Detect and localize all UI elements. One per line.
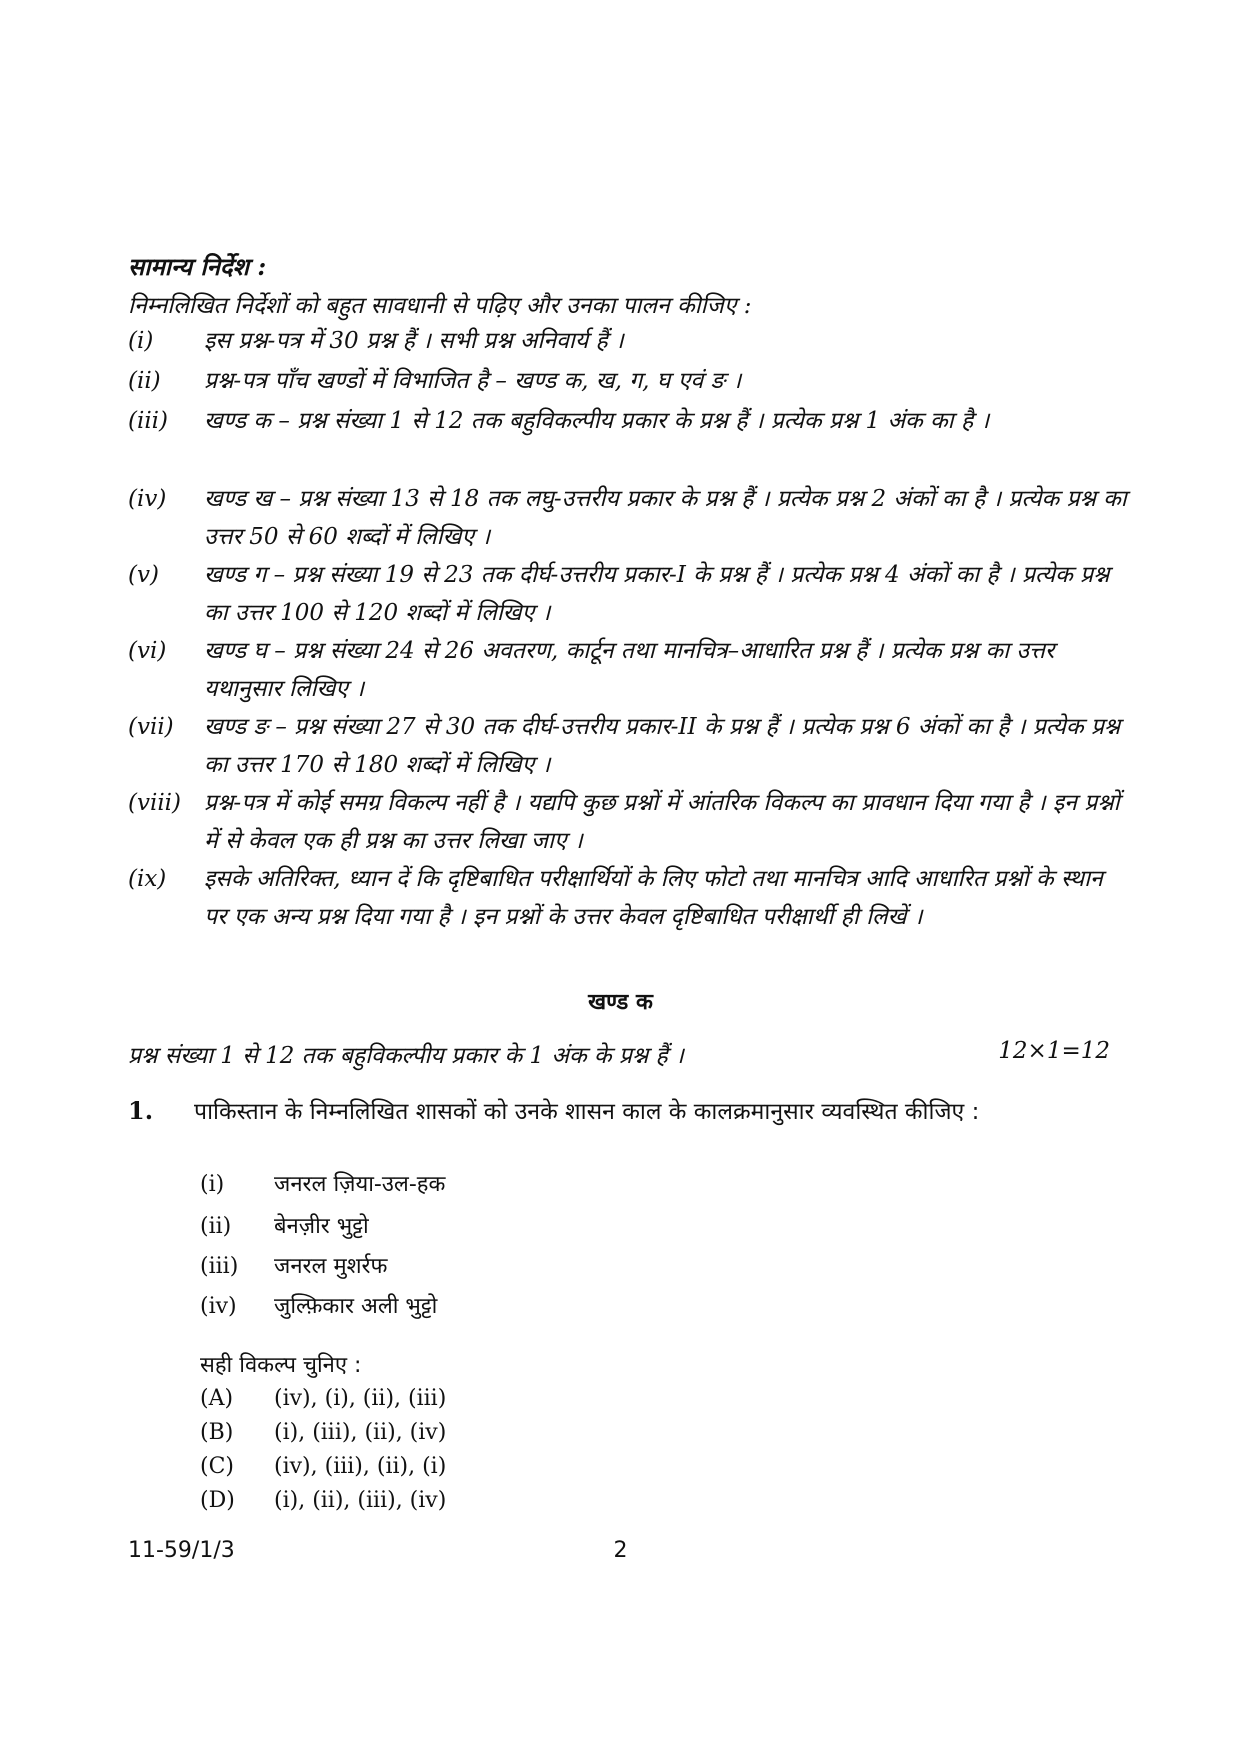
instruction-number: (ix) [128,866,167,892]
instruction-text: प्रश्न-पत्र पाँच खण्डों में विभाजित है – खण्ड क, ख, ग, घ एवं ङ । [204,368,742,394]
instruction-number: (vi) [128,638,167,664]
paper-code: 11-59/1/3 [128,1538,235,1563]
instruction-number: (viii) [128,790,182,816]
instruction-item [128,480,1128,556]
instruction-item [128,322,1128,360]
instruction-number: (iii) [128,408,169,434]
answer-option [200,1420,446,1445]
answer-option [200,1488,446,1513]
item-label: (ii) [200,1214,232,1239]
instruction-text: इसके अतिरिक्त, ध्यान दें कि दृष्टिबाधित परीक्षार्थियों के लिए फोटो तथा मानचित्र आदि आधारित प्रश्नों के स्थान पर एक अन्य प्रश्न दिया गया है । इन प्रश्नों के उत्तर केवल दृष्टिबाधित परीक्षार्थी ही लिखें । [204,866,1103,930]
question-text: पाकिस्तान के निम्नलिखित शासकों को उनके शासन काल के कालक्रमानुसार व्यवस्थित कीजिए : [194,1099,980,1125]
question-item [200,1168,445,1198]
option-label: (A) [200,1386,234,1411]
instruction-item [128,860,1128,936]
general-instructions-heading: सामान्य निर्देश : [128,252,267,281]
instruction-number: (vii) [128,714,174,740]
instruction-text: इस प्रश्न-पत्र में 30 प्रश्न हैं । सभी प्रश्न अनिवार्य हैं । [204,328,624,354]
item-label: (iii) [200,1254,239,1279]
answer-option [200,1386,446,1411]
instruction-text: खण्ड ग – प्रश्न संख्या 19 से 23 तक दीर्घ-उत्तरीय प्रकार-I के प्रश्न हैं । प्रत्येक प्रश्न 4 अंकों का है । प्रत्येक प्रश्न का उत्तर 100 से 120 शब्दों में लिखिए । [204,562,1110,626]
instruction-number: (v) [128,562,159,588]
section-marks-line [128,1038,1110,1070]
section-title: खण्ड क [588,989,653,1015]
question-item [200,1290,437,1320]
instruction-text: खण्ड ङ – प्रश्न संख्या 27 से 30 तक दीर्घ-उत्तरीय प्रकार-II के प्रश्न हैं । प्रत्येक प्रश्न 6 अंकों का है । प्रत्येक प्रश्न का उत्तर 170 से 180 शब्दों में लिखिए । [204,714,1121,778]
question-number: 1. [128,1096,154,1125]
option-label: (C) [200,1454,234,1479]
instruction-text: खण्ड ख – प्रश्न संख्या 13 से 18 तक लघु-उत्तरीय प्रकार के प्रश्न हैं । प्रत्येक प्रश्न 2 अंकों का है । प्रत्येक प्रश्न का उत्तर 50 से 60 शब्दों में लिखिए । [204,486,1127,550]
option-value: (iv), (iii), (ii), (i) [274,1454,447,1479]
instruction-number: (ii) [128,368,161,394]
answer-option [200,1454,446,1479]
choose-option-label: सही विकल्प चुनिए : [200,1353,362,1378]
option-value: (iv), (i), (ii), (iii) [274,1386,447,1411]
section-marks-value: 12×1=12 [998,1038,1110,1064]
section-marks-text: प्रश्न संख्या 1 से 12 तक बहुविकल्पीय प्रकार के 1 अंक के प्रश्न हैं । [128,1043,684,1069]
item-value: जनरल मुशर्रफ [274,1254,388,1279]
instruction-text: खण्ड क – प्रश्न संख्या 1 से 12 तक बहुविकल्पीय प्रकार के प्रश्न हैं । प्रत्येक प्रश्न 1 अंक का है । [204,408,990,434]
question-item [200,1210,369,1240]
instruction-item [128,632,1128,708]
question-item [200,1250,388,1280]
item-value: जुल्फ़िकार अली भुट्टो [274,1294,438,1319]
option-label: (D) [200,1488,235,1513]
instruction-text: खण्ड घ – प्रश्न संख्या 24 से 26 अवतरण, कार्टून तथा मानचित्र–आधारित प्रश्न हैं । प्रत्येक प्रश्न का उत्तर यथानुसार लिखिए । [204,638,1055,702]
item-value: बेनज़ीर भुट्टो [274,1214,369,1239]
instruction-number: (iv) [128,486,167,512]
item-label: (iv) [200,1294,237,1319]
option-value: (i), (iii), (ii), (iv) [274,1420,447,1445]
instruction-text: प्रश्न-पत्र में कोई समग्र विकल्प नहीं है । यद्यपि कुछ प्रश्नों में आंतरिक विकल्प का प्रावधान दिया गया है । इन प्रश्नों में से केवल एक ही प्रश्न का उत्तर लिखा जाए । [204,790,1120,854]
instruction-item [128,362,1128,400]
item-value: जनरल ज़िया-उल-हक [274,1172,446,1197]
instruction-item [128,708,1128,784]
instructions-intro: निम्नलिखित निर्देशों को बहुत सावधानी से पढ़िए और उनका पालन कीजिए : [128,293,752,319]
option-value: (i), (ii), (iii), (iv) [274,1488,447,1513]
option-label: (B) [200,1420,234,1445]
instruction-item [128,784,1128,860]
instruction-item [128,556,1128,632]
instruction-item [128,402,1128,440]
page-number: 2 [613,1538,628,1563]
instruction-number: (i) [128,328,154,354]
item-label: (i) [200,1172,225,1197]
